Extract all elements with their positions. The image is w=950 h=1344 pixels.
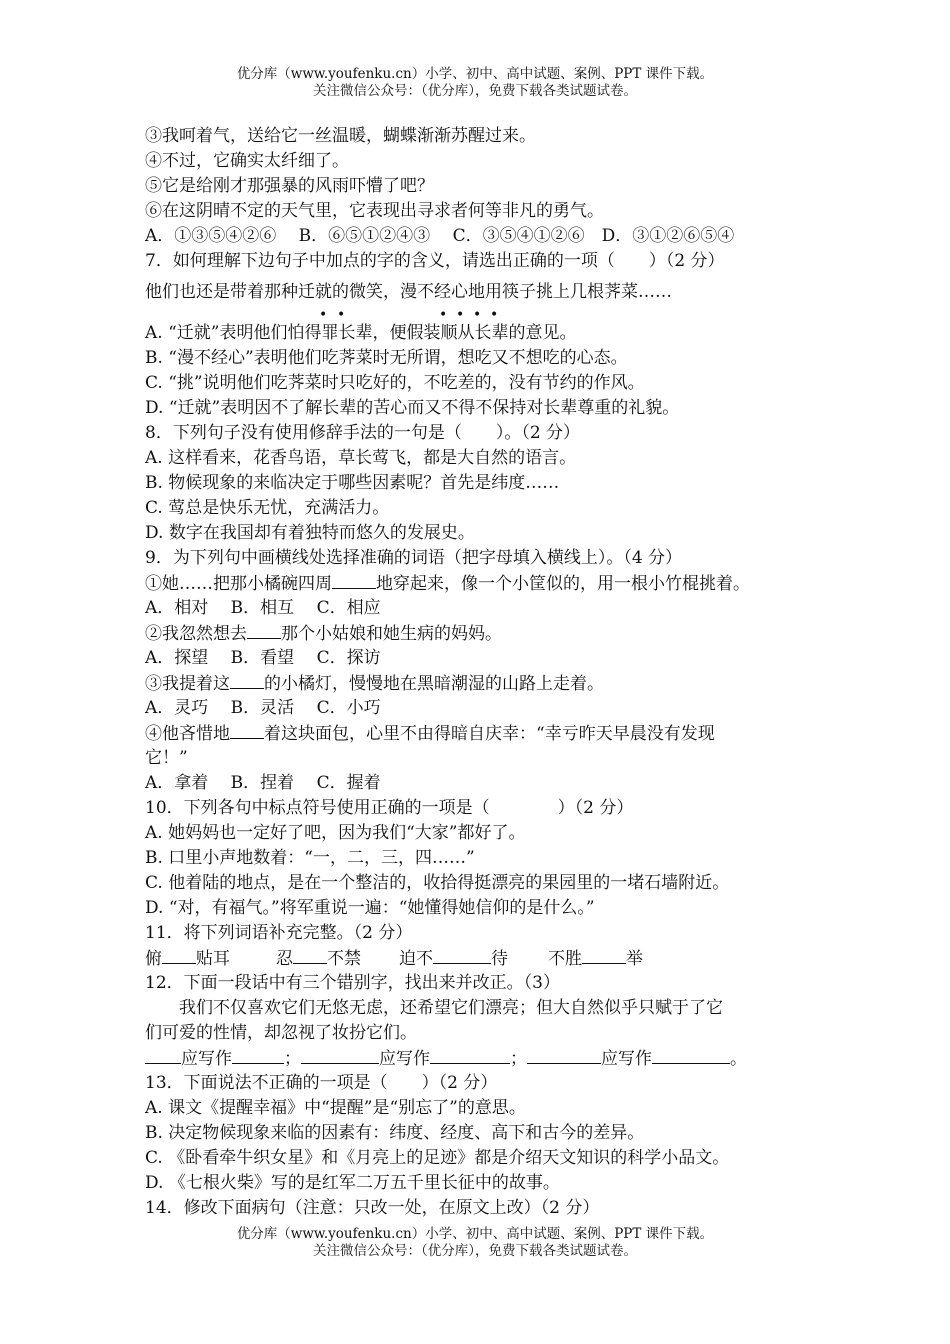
q9-s4-before: ④他吝惜地 — [145, 724, 230, 744]
q7-option-d: D. “迁就”表明因不了解长辈的苦心而又不得不保持对长辈尊重的礼貌。 — [145, 398, 680, 418]
footer-line-1: 优分库（www.youfenku.cn）小学、初中、高中试题、案例、PPT 课件下载。 — [236, 1226, 714, 1242]
header-line-2: 关注微信公众号：（优分库），免费下载各类试题试卷。 — [313, 83, 637, 99]
q9-s1-before: ①她……把那小橘碗四周 — [145, 574, 332, 594]
answer-blank[interactable] — [527, 1046, 601, 1064]
answer-blank[interactable] — [230, 671, 264, 689]
q13-stem: 13．下面说法不正确的一项是（ ）（2 分） — [145, 1073, 498, 1093]
q6-sentence-6: ⑥在这阴晴不定的天气里，它表现出寻求者何等非凡的勇气。 — [145, 201, 604, 221]
page-header — [0, 66, 950, 100]
q8-option-a: A. 这样看来，花香鸟语，草长莺飞，都是大自然的语言。 — [145, 448, 577, 468]
period: 。 — [730, 1049, 747, 1069]
word-2-end: 不禁 — [327, 949, 361, 969]
q12-answer-line — [145, 1046, 815, 1071]
word-4-end: 举 — [626, 949, 643, 969]
q9-sentence-4-cont: 它！” — [145, 748, 188, 768]
q9-sentence-3 — [145, 671, 815, 696]
word-4-start: 不胜 — [548, 949, 582, 969]
q13-option-a: A. 课文《提醒幸福》中“提醒”是“别忘了”的意思。 — [145, 1098, 526, 1118]
q8-option-c: C. 莺总是快乐无忧，充满活力。 — [145, 498, 390, 518]
emphasis-dot: • — [439, 307, 448, 323]
footer-line-2: 关注微信公众号：（优分库），免费下载各类试题试卷。 — [313, 1243, 637, 1259]
q11-stem: 11．将下列词语补充完整。（2 分） — [145, 923, 413, 943]
emphasis-dot: • — [337, 307, 346, 323]
should-write-label: 应写作 — [601, 1049, 652, 1069]
q9-options-4: A．拿着 B．捏着 C．握着 — [145, 773, 381, 793]
q9-s2-before: ②我忽然想去 — [145, 624, 247, 644]
word-2-start: 忍 — [276, 949, 293, 969]
q9-stem: 9．为下列句中画横线处选择准确的词语（把字母填入横线上）。（4 分） — [145, 548, 683, 568]
q8-option-b: B. 物候现象的来临决定于哪些因素呢？首先是纬度…… — [145, 473, 560, 493]
answer-blank[interactable] — [430, 1046, 510, 1064]
answer-blank[interactable] — [232, 1046, 284, 1064]
q9-options-3: A．灵巧 B．灵活 C．小巧 — [145, 698, 381, 718]
q10-option-b: B. 口里小声地数着：“一，二，三，四……” — [145, 848, 475, 868]
q9-s2-after: 那个小姑娘和她生病的妈妈。 — [281, 624, 502, 644]
word-1-end: 贴耳 — [196, 949, 230, 969]
should-write-label: 应写作 — [181, 1049, 232, 1069]
q7-option-c: C. “挑”说明他们吃荠菜时只吃好的，不吃差的，没有节约的作风。 — [145, 373, 645, 393]
q6-sentence-5: ⑤它是给刚才那强暴的风雨吓懵了吧？ — [145, 176, 434, 196]
q7-option-b: B. “漫不经心”表明他们吃荠菜时无所谓，想吃又不想吃的心态。 — [145, 348, 628, 368]
q6-options: A．①③⑤④②⑥ B．⑥⑤①②④③ C．③⑤④①②⑥ D．③①②⑥⑤④ — [145, 226, 735, 246]
q9-s4-after: 着这块面包，心里不由得暗自庆幸：“幸亏昨天早晨没有发现 — [264, 724, 715, 744]
answer-blank[interactable] — [230, 721, 264, 739]
q8-stem: 8．下列句子没有使用修辞手法的一句是（ ）。（2 分） — [145, 423, 581, 443]
q7-stem: 7．如何理解下边句子中加点的字的含义，请选出正确的一项（ ）（2 分） — [145, 251, 725, 271]
q9-options-1: A．相对 B．相互 C．相应 — [145, 598, 381, 618]
q10-stem: 10．下列各句中标点符号使用正确的一项是（ ）（2 分） — [145, 798, 634, 818]
separator: ； — [510, 1049, 527, 1069]
q9-s3-before: ③我提着这 — [145, 674, 230, 694]
word-1-start: 俯 — [145, 949, 162, 969]
answer-blank[interactable] — [247, 621, 281, 639]
q7-sentence: 他们也还是带着那种迁就的微笑，漫不经心地用筷子挑上几根荠菜…… — [145, 282, 672, 302]
exam-content — [145, 124, 815, 1221]
answer-blank[interactable] — [293, 946, 327, 964]
q13-option-c: C. 《卧看牵牛织女星》和《月亮上的足迹》都是介绍天文知识的科学小品文。 — [145, 1148, 730, 1168]
q13-option-b: B. 决定物候现象来临的因素有：纬度、经度、高下和古今的差异。 — [145, 1123, 645, 1143]
q7-emphasis-dots — [145, 305, 815, 321]
q12-stem: 12．下面一段话中有三个错别字，找出来并改正。（3） — [145, 973, 560, 993]
page-footer — [0, 1226, 950, 1260]
emphasis-dot: • — [319, 307, 328, 323]
q14-stem: 14．修改下面病句（注意：只改一处，在原文上改）（2 分） — [145, 1198, 600, 1218]
q10-option-d: D. “对，有福气。”将军重说一遍：“她懂得她信仰的是什么。” — [145, 898, 595, 918]
q12-passage-line-2: 们可爱的性情，却忽视了妆扮它们。 — [145, 1023, 417, 1043]
word-3-end: 待 — [491, 949, 508, 969]
q10-option-a: A. 她妈妈也一定好了吧，因为我们“大家”都好了。 — [145, 823, 526, 843]
q9-s1-after: 地穿起来，像一个小筐似的，用一根小竹棍挑着。 — [376, 574, 750, 594]
q11-words — [145, 946, 815, 971]
header-line-1: 优分库（www.youfenku.cn）小学、初中、高中试题、案例、PPT 课件下载。 — [236, 66, 714, 82]
answer-blank[interactable] — [332, 571, 376, 589]
should-write-label: 应写作 — [379, 1049, 430, 1069]
answer-blank[interactable] — [162, 946, 196, 964]
emphasis-dot: • — [473, 307, 482, 323]
q12-passage-line-1: 我们不仅喜欢它们无悠无虑，还希望它们漂亮；但大自然似乎只赋于了它 — [179, 998, 723, 1018]
answer-blank[interactable] — [582, 946, 626, 964]
answer-blank[interactable] — [145, 1046, 181, 1064]
q8-option-d: D. 数字在我国却有着独特而悠久的发展史。 — [145, 523, 475, 543]
q9-sentence-1 — [145, 571, 815, 596]
answer-blank[interactable] — [433, 946, 491, 964]
q10-option-c: C. 他着陆的地点，是在一个整洁的，收拾得挺漂亮的果园里的一堵石墙附近。 — [145, 873, 730, 893]
q9-s3-after: 的小橘灯，慢慢地在黑暗潮湿的山路上走着。 — [264, 674, 604, 694]
separator: ； — [284, 1049, 301, 1069]
q13-option-d: D. 《七根火柴》写的是红军二万五千里长征中的故事。 — [145, 1173, 560, 1193]
q9-options-2: A．探望 B．看望 C．探访 — [145, 648, 381, 668]
emphasis-dot: • — [490, 307, 499, 323]
answer-blank[interactable] — [301, 1046, 379, 1064]
q6-sentence-3: ③我呵着气，送给它一丝温暖，蝴蝶渐渐苏醒过来。 — [145, 126, 536, 146]
word-3-start: 迫不 — [399, 949, 433, 969]
q6-sentence-4: ④不过，它确实太纤细了。 — [145, 151, 349, 171]
q7-option-a: A. “迁就”表明他们怕得罪长辈，便假装顺从长辈的意见。 — [145, 323, 577, 343]
q9-sentence-2 — [145, 621, 815, 646]
emphasis-dot: • — [456, 307, 465, 323]
answer-blank[interactable] — [652, 1046, 730, 1064]
q9-sentence-4 — [145, 721, 815, 746]
